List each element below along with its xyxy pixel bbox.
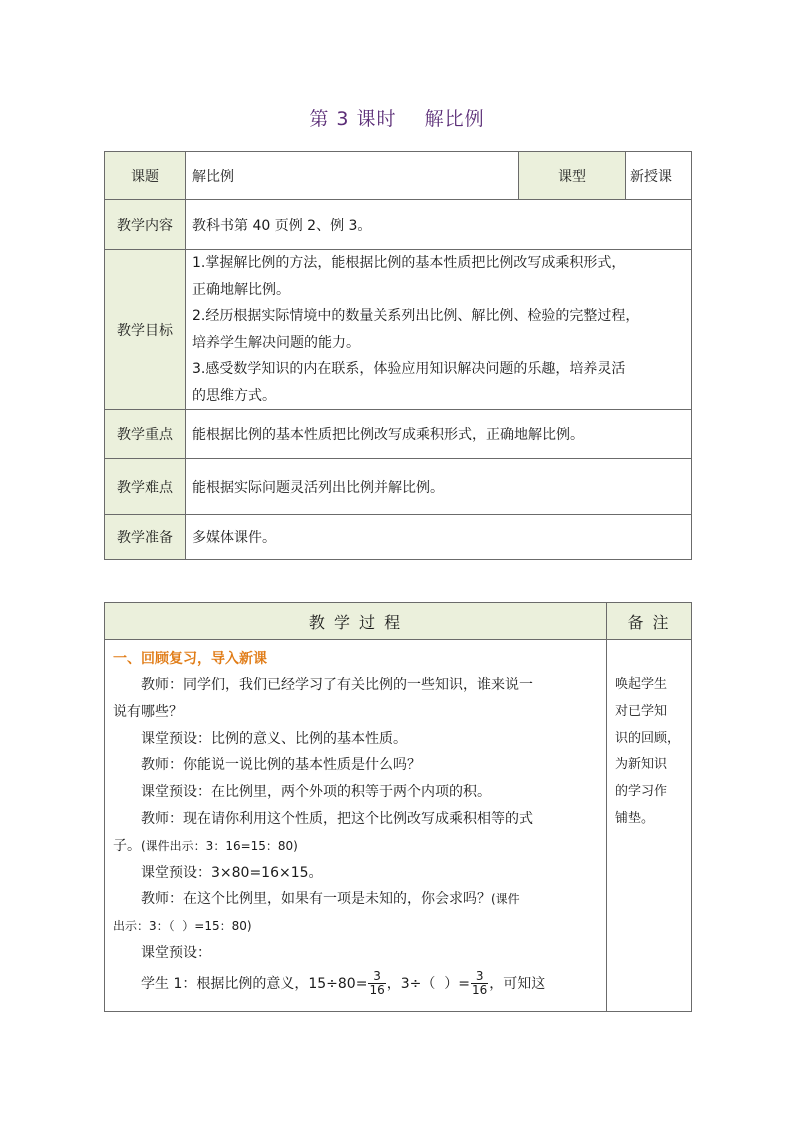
objective-line: 1.掌握解比例的方法，能根据比例的基本性质把比例改写成乘积形式， [192, 255, 626, 271]
objective-line: 正确地解比例。 [192, 281, 290, 298]
objective-line: 3.感受数学知识的内在联系，体验应用知识解决问题的乐趣，培养灵活 [192, 361, 626, 377]
process-line: 课堂预设：在比例里，两个外项的积等于两个内项的积。 [141, 784, 491, 801]
preparation-label: 教学准备 [105, 515, 186, 560]
objectives-value [186, 250, 692, 410]
notes-body [607, 640, 692, 1012]
process-line: 课堂预设： [141, 944, 211, 961]
content-value: 教科书第 40 页例 2、例 3。 [186, 200, 692, 250]
process-line: 课堂预设：比例的意义、比例的基本性质。 [141, 730, 407, 747]
content-label: 教学内容 [105, 200, 186, 250]
key-point-label: 教学重点 [105, 410, 186, 459]
courseware-note: (课件出示：3：16=15：80) [141, 838, 298, 853]
difficulty-value: 能根据实际问题灵活列出比例并解比例。 [186, 459, 692, 515]
key-point-value: 能根据比例的基本性质把比例改写成乘积形式，正确地解比例。 [186, 410, 692, 459]
fraction-denominator: 16 [472, 983, 488, 998]
process-line: 出示：3：（ ）=15：80) [113, 919, 252, 934]
note-line: 的学习作 [615, 784, 668, 800]
notes-header: 备 注 [607, 603, 692, 640]
process-line: 说有哪些？ [113, 703, 183, 720]
process-header: 教 学 过 程 [105, 603, 607, 640]
process-line: 教师：同学们，我们已经学习了有关比例的一些知识，谁来说一 [141, 677, 533, 693]
note-line: 铺垫。 [615, 810, 655, 826]
type-value: 新授课 [626, 152, 692, 200]
note-line: 唤起学生 [615, 677, 668, 692]
section-heading: 一、回顾复习，导入新课 [113, 651, 267, 667]
preparation-value: 多媒体课件。 [186, 515, 692, 560]
fraction [471, 970, 488, 997]
note-line: 识的回顾， [615, 730, 681, 746]
process-line [113, 833, 600, 860]
process-body [105, 640, 607, 1012]
objectives-label: 教学目标 [105, 250, 186, 410]
process-text: 教师：在这个比例里，如果有一项是未知的，你会求吗？ [141, 891, 491, 908]
fraction-denominator: 16 [369, 983, 385, 998]
process-text: 学生 1：根据比例的意义，15÷80= [141, 975, 368, 992]
process-text: ，3÷（ ）= [386, 975, 471, 992]
topic-value: 解比例 [186, 152, 519, 200]
process-line [113, 886, 600, 913]
objective-line: 培养学生解决问题的能力。 [192, 334, 360, 351]
difficulty-label: 教学难点 [105, 459, 186, 515]
process-line: 课堂预设：3×80=16×15。 [141, 864, 323, 881]
page-title: 第 3 课时 解比例 [309, 108, 485, 130]
process-text: ，可知这 [489, 975, 546, 992]
note-line: 为新知识 [615, 757, 668, 773]
lesson-info-table [104, 151, 692, 560]
objective-line: 2.经历根据实际情境中的数量关系列出比例、解比例、检验的完整过程， [192, 308, 640, 324]
fraction [368, 970, 385, 997]
teaching-process-table [104, 602, 692, 1012]
objective-line: 的思维方式。 [192, 387, 276, 404]
courseware-note: (课件 [491, 892, 520, 907]
note-line: 对已学知 [615, 703, 668, 719]
process-line [113, 967, 600, 1001]
fraction-numerator: 3 [368, 970, 385, 984]
type-label: 课型 [519, 152, 626, 200]
process-text: 子。 [113, 837, 141, 854]
fraction-numerator: 3 [471, 970, 488, 984]
process-line: 教师：你能说一说比例的基本性质是什么吗？ [141, 757, 421, 774]
topic-label: 课题 [105, 152, 186, 200]
process-line: 教师：现在请你利用这个性质，把这个比例改写成乘积相等的式 [141, 810, 533, 827]
